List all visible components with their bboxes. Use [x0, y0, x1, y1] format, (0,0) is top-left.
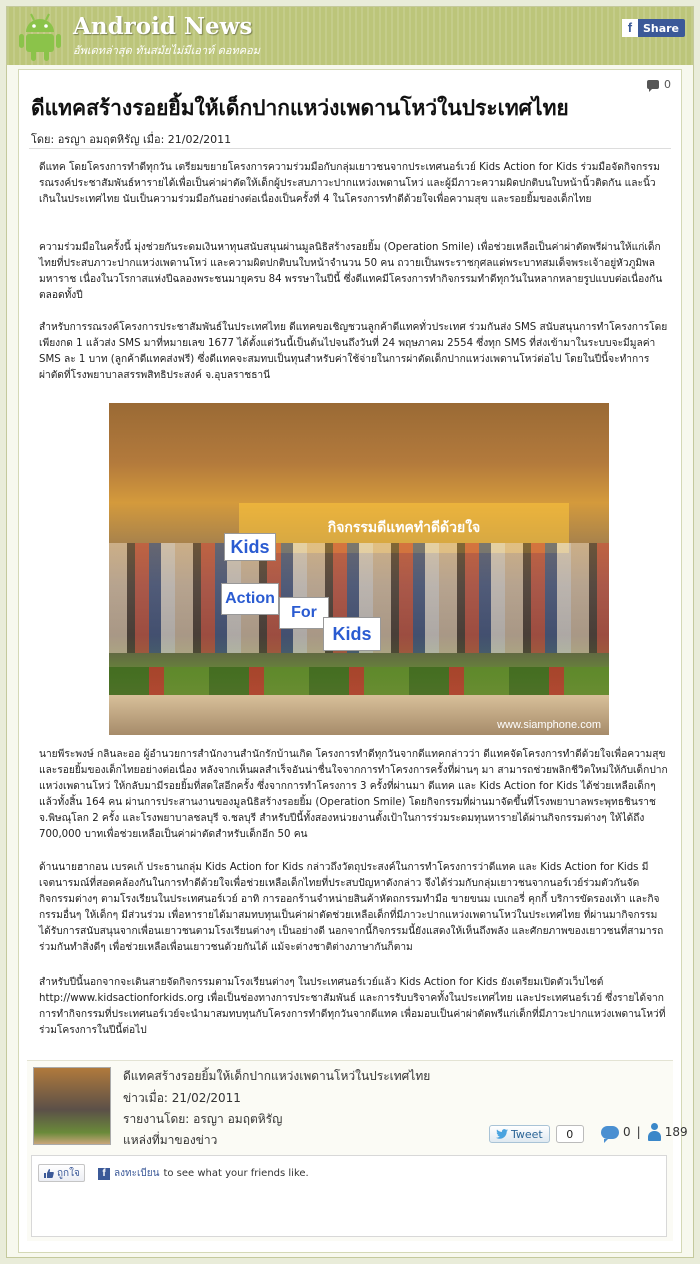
summary-date: ข่าวเมื่อ: 21/02/2011 — [123, 1091, 241, 1105]
article-paragraph: นายพีระพงษ์ กลินละออ ผู้อำนวยการสำนักงานสำนักรักบ้านเกิด โครงการทำดีทุกวันจากดีแทคกล่าวว่า ดีแทคจัดโครงการทำดีด้วยใจเพื่อความสุข และรอยยิ้มของเด็กไทยอย่างต่อเนื่อง หลังจากเห็นผลสำเร็จอันน่าชื่นใจจากการทำโครงการครั้งที่ผ่านๆ มา สามารถช่วยพลิกชีวิตใหม่ให้กับเด็กปากแหว่งเพดานโหว่ ให้กลับมามีรอยยิ้มที่สดใสอีกครั้ง ซึ่งจากการทำโครงการ 3 ครั้งที่ผ่านมา ดีแทค และ Kids Action for Kids ได้ช่วยเหลือเด็กๆ แล้วทั้งสิ้น 164 คน ผ่านการประสานงานของมูลนิธิสร้างรอยยิ้ม (Operation Smile) โดยกิจกรรมที่ผ่านมาจัดขึ้นที่โรงพยาบาลพระพุทธชินราช จ.พิษณุโลก 2 ครั้ง และโรงพยาบาลชลบุรี จ.ชลบุรี สำหรับปีนี้ทั้งสองหน่วยงานตั้งเป้าในการร่วมระดมทุนหารายได้ผ่านกิจกรรมต่างๆ ให้ได้ถึง 700,000 บาทเพื่อช่วยเหลือเป็นค่าผ่าตัดสำหรับเด็กอีก 50 คน — [39, 749, 668, 841]
article-paragraph: สำหรับปีนี้นอกจากจะเดินสายจัดกิจกรรมตามโรงเรียนต่างๆ ในประเทศนอร์เวย์แล้ว Kids Action for Kids ยังเตรียมเปิดตัวเว็บไซต์ http://www.kidsactionforkids.org เพื่อเป็นช่องทางการประชาสัมพันธ์ และการรับบริจาคทั้งในประเทศไทย และประเทศนอร์เวย์ ซึ่งรายได้จากการทำกิจกรรมที่ประเทศนอร์เวย์จะนำมาสมทบทุนกับโครงการทำดีทุกวันจากดีแทค เพื่อมอบเป็นค่าผ่าตัดพรีแก่เด็กที่มีภาวะปากแหว่งเพดานโหว่ที่ร่วมโครงการในปีนี้ต่อไป — [39, 977, 666, 1037]
site-tagline: อัพเดทล่าสุด ทันสมัยไม่มีเอาท์ ดอทคอม — [73, 44, 261, 57]
article-stats — [601, 1123, 688, 1141]
stats-comment-count: 0 — [623, 1125, 631, 1139]
tweet-button[interactable] — [489, 1125, 550, 1143]
android-logo-icon — [17, 12, 63, 62]
view-count: 189 — [664, 1125, 688, 1139]
photo-watermark: www.siamphone.com — [497, 719, 601, 731]
photo-sign: Kids — [323, 617, 381, 651]
summary-source[interactable]: แหล่งที่มาของข่าว — [123, 1133, 218, 1147]
facebook-register-prompt — [98, 1166, 309, 1181]
facebook-share-button[interactable] — [622, 19, 685, 37]
divider — [29, 148, 671, 149]
page-frame — [6, 6, 694, 1258]
site-header — [7, 7, 693, 65]
article-container — [18, 69, 688, 1253]
summary-reporter: รายงานโดย: อรญา อมฤตหิรัญ — [123, 1112, 283, 1126]
facebook-icon: f — [98, 1168, 110, 1180]
summary-thumbnail[interactable] — [33, 1067, 111, 1145]
photo-sign: Kids — [224, 533, 276, 561]
summary-title[interactable]: ดีแทคสร้างรอยยิ้มให้เด็กปากแหว่งเพดานโหว่ในประเทศไทย — [123, 1069, 431, 1083]
stats-divider: | — [636, 1125, 641, 1139]
facebook-register-link[interactable]: ลงทะเบียน — [114, 1168, 160, 1179]
article-paragraph: ดีแทค โดยโครงการทำดีทุกวัน เตรียมขยายโครงการความร่วมมือกับกลุ่มเยาวชนจากประเทศนอร์เวย์ Kids Action for Kids ร่วมมือจัดกิจกรรมรณรงค์ประชาสัมพันธ์หารายได้เพื่อเป็นค่าผ่าตัดให้เด็กผู้ประสบภาวะปากแหว่งเพดานโหว่ และผู้มีภาวะความผิดปกติบนใบหน้านิ้วติดกัน และนิ้วเกินในประเทศไทย นับเป็นความร่วมมือกันอย่างต่อเนื่องเป็นครั้งที่ 4 ในโครงการทำดีด้วยใจเพื่อความสุข และรอยยิ้มของเด็กไทย — [39, 162, 660, 206]
tweet-count: 0 — [556, 1125, 584, 1143]
comment-icon — [647, 80, 659, 89]
share-label: Share — [642, 21, 679, 35]
twitter-bird-icon — [496, 1129, 508, 1139]
article-paragraph: สำหรับการรณรงค์โครงการประชาสัมพันธ์ในประเทศไทย ดีแทคขอเชิญชวนลูกค้าดีแทคทั่วประเทศ ร่วมกันส่ง SMS สนับสนุนการทำโครงการโดยเพียงกด 1 แล้วส่ง SMS มาที่หมายเลข 1677 ได้ตั้งแต่วันนี้เป็นต้นไปจนถึงวันที่ 24 พฤษภาคม 2554 ซึ่งทุก SMS ที่ส่งเข้ามาในระบบจะมีมูลค่า SMS ละ 1 บาท (ลูกค้าดีแทคส่งฟรี) ซึ่งดีแทคจะสมทบเป็นทุนสำหรับค่าใช้จ่ายในการผ่าตัดเด็กปากแหว่งเพดานโหว่ต่อไป โดยในปีนี้จะทำการผ่าตัดที่โรงพยาบาลสรรพสิทธิประสงค์ จ.อุบลราชธานี — [39, 322, 668, 382]
comment-counter[interactable] — [647, 78, 671, 91]
photo-sign: For — [279, 597, 329, 629]
photo-sign: Action — [221, 583, 279, 615]
photo-banner-text: กิจกรรมดีแทคทำดีด้วยใจ — [327, 520, 481, 536]
like-label: ถูกใจ — [57, 1167, 80, 1179]
article-title: ดีแทคสร้างรอยยิ้มให้เด็กปากแหว่งเพดานโหว่ในประเทศไทย — [31, 96, 569, 120]
article-photo — [109, 403, 609, 735]
facebook-register-suffix: to see what your friends like. — [163, 1168, 309, 1179]
facebook-icon: f — [622, 19, 638, 37]
comment-count-value: 0 — [664, 78, 671, 91]
comment-bubble-icon[interactable] — [601, 1126, 619, 1139]
thumbs-up-icon — [43, 1168, 54, 1179]
facebook-like-box — [31, 1155, 667, 1237]
site-title[interactable]: Android News — [73, 13, 253, 40]
tweet-widget — [489, 1125, 584, 1143]
facebook-like-button[interactable] — [38, 1164, 85, 1182]
article-byline: โดย: อรญา อมฤตหิรัญ เมื่อ: 21/02/2011 — [31, 133, 232, 146]
article-summary-box — [27, 1060, 688, 1241]
article-paragraph: ด้านนายฮากอน เบรคเก้ ประธานกลุ่ม Kids Action for Kids กล่าวถึงวัตถุประสงค์ในการทำโครงการว่าดีแทค และ Kids Action for Kids มีเจตนารมณ์ที่สอดคล้องกันในการทำดีด้วยใจเพื่อช่วยเหลือเด็กไทยที่ประสบปัญหาดังกล่าว จึงได้ร่วมกับกลุ่มเยาวชนจากนอร์เวย์ร่วมตัวกันจัดกิจกรรมต่างๆ ตามโรงเรียนในประเทศนอร์เวย์ อาทิ การออกร้านจำหน่ายสินค้าหัตถกรรมทำมือ ขายขนม เบเกอรี่ คุกกี้ บริการขัดรองเท้า และกิจกรรมอื่นๆ ให้เด็กๆ มีส่วนร่วม เพื่อหารายได้มาสมทบทุนเป็นค่าผ่าตัดช่วยเหลือเด็กที่มีภาวะปากแหว่งเพดานโหว่ในประเทศไทย ที่ผ่านมากิจกรรมได้รับการสนับสนุนจากเพื่อนเยาวชนตามโรงเรียนต่างๆ เป็นอย่างดี นอกจากนี้กิจกรรมนี้ยังแสดงให้เห็นถึงพลัง และศักยภาพของเยาวชนที่สามารถร่วมกันทำสิ่งดีๆ เพื่อช่วยเหลือเพื่อนเยาวชนด้วยกันได้ แม้จะต่างชาติต่างภาษากันก็ตาม — [39, 862, 664, 954]
article-paragraph: ความร่วมมือในครั้งนี้ มุ่งช่วยกันระดมเงินหาทุนสนับสนุนผ่านมูลนิธิสร้างรอยยิ้ม (Operation Smile) เพื่อช่วยเหลือเป็นค่าผ่าตัดพรีผ่านให้แก่เด็กไทยที่ประสบภาวะปากแหว่งเพดานโหว่ และความผิดปกติบนใบหน้าจำนวน 50 คน ถวายเป็นพระราชกุศลแด่พระบาทสมเด็จพระเจ้าอยู่หัวภูมิพลมหาราช เนื่องในวโรกาสแห่งปีฉลองพระชนมายุครบ 84 พรรษาในปีนี้ ซึ่งดีแทคมีโครงการทำกิจกรรมทำดีทุกวันในหลากหลายรูปแบบต่อเนื่องกันตลอดทั้งปี — [39, 242, 663, 302]
tweet-label: Tweet — [511, 1127, 543, 1141]
person-icon — [647, 1123, 661, 1141]
